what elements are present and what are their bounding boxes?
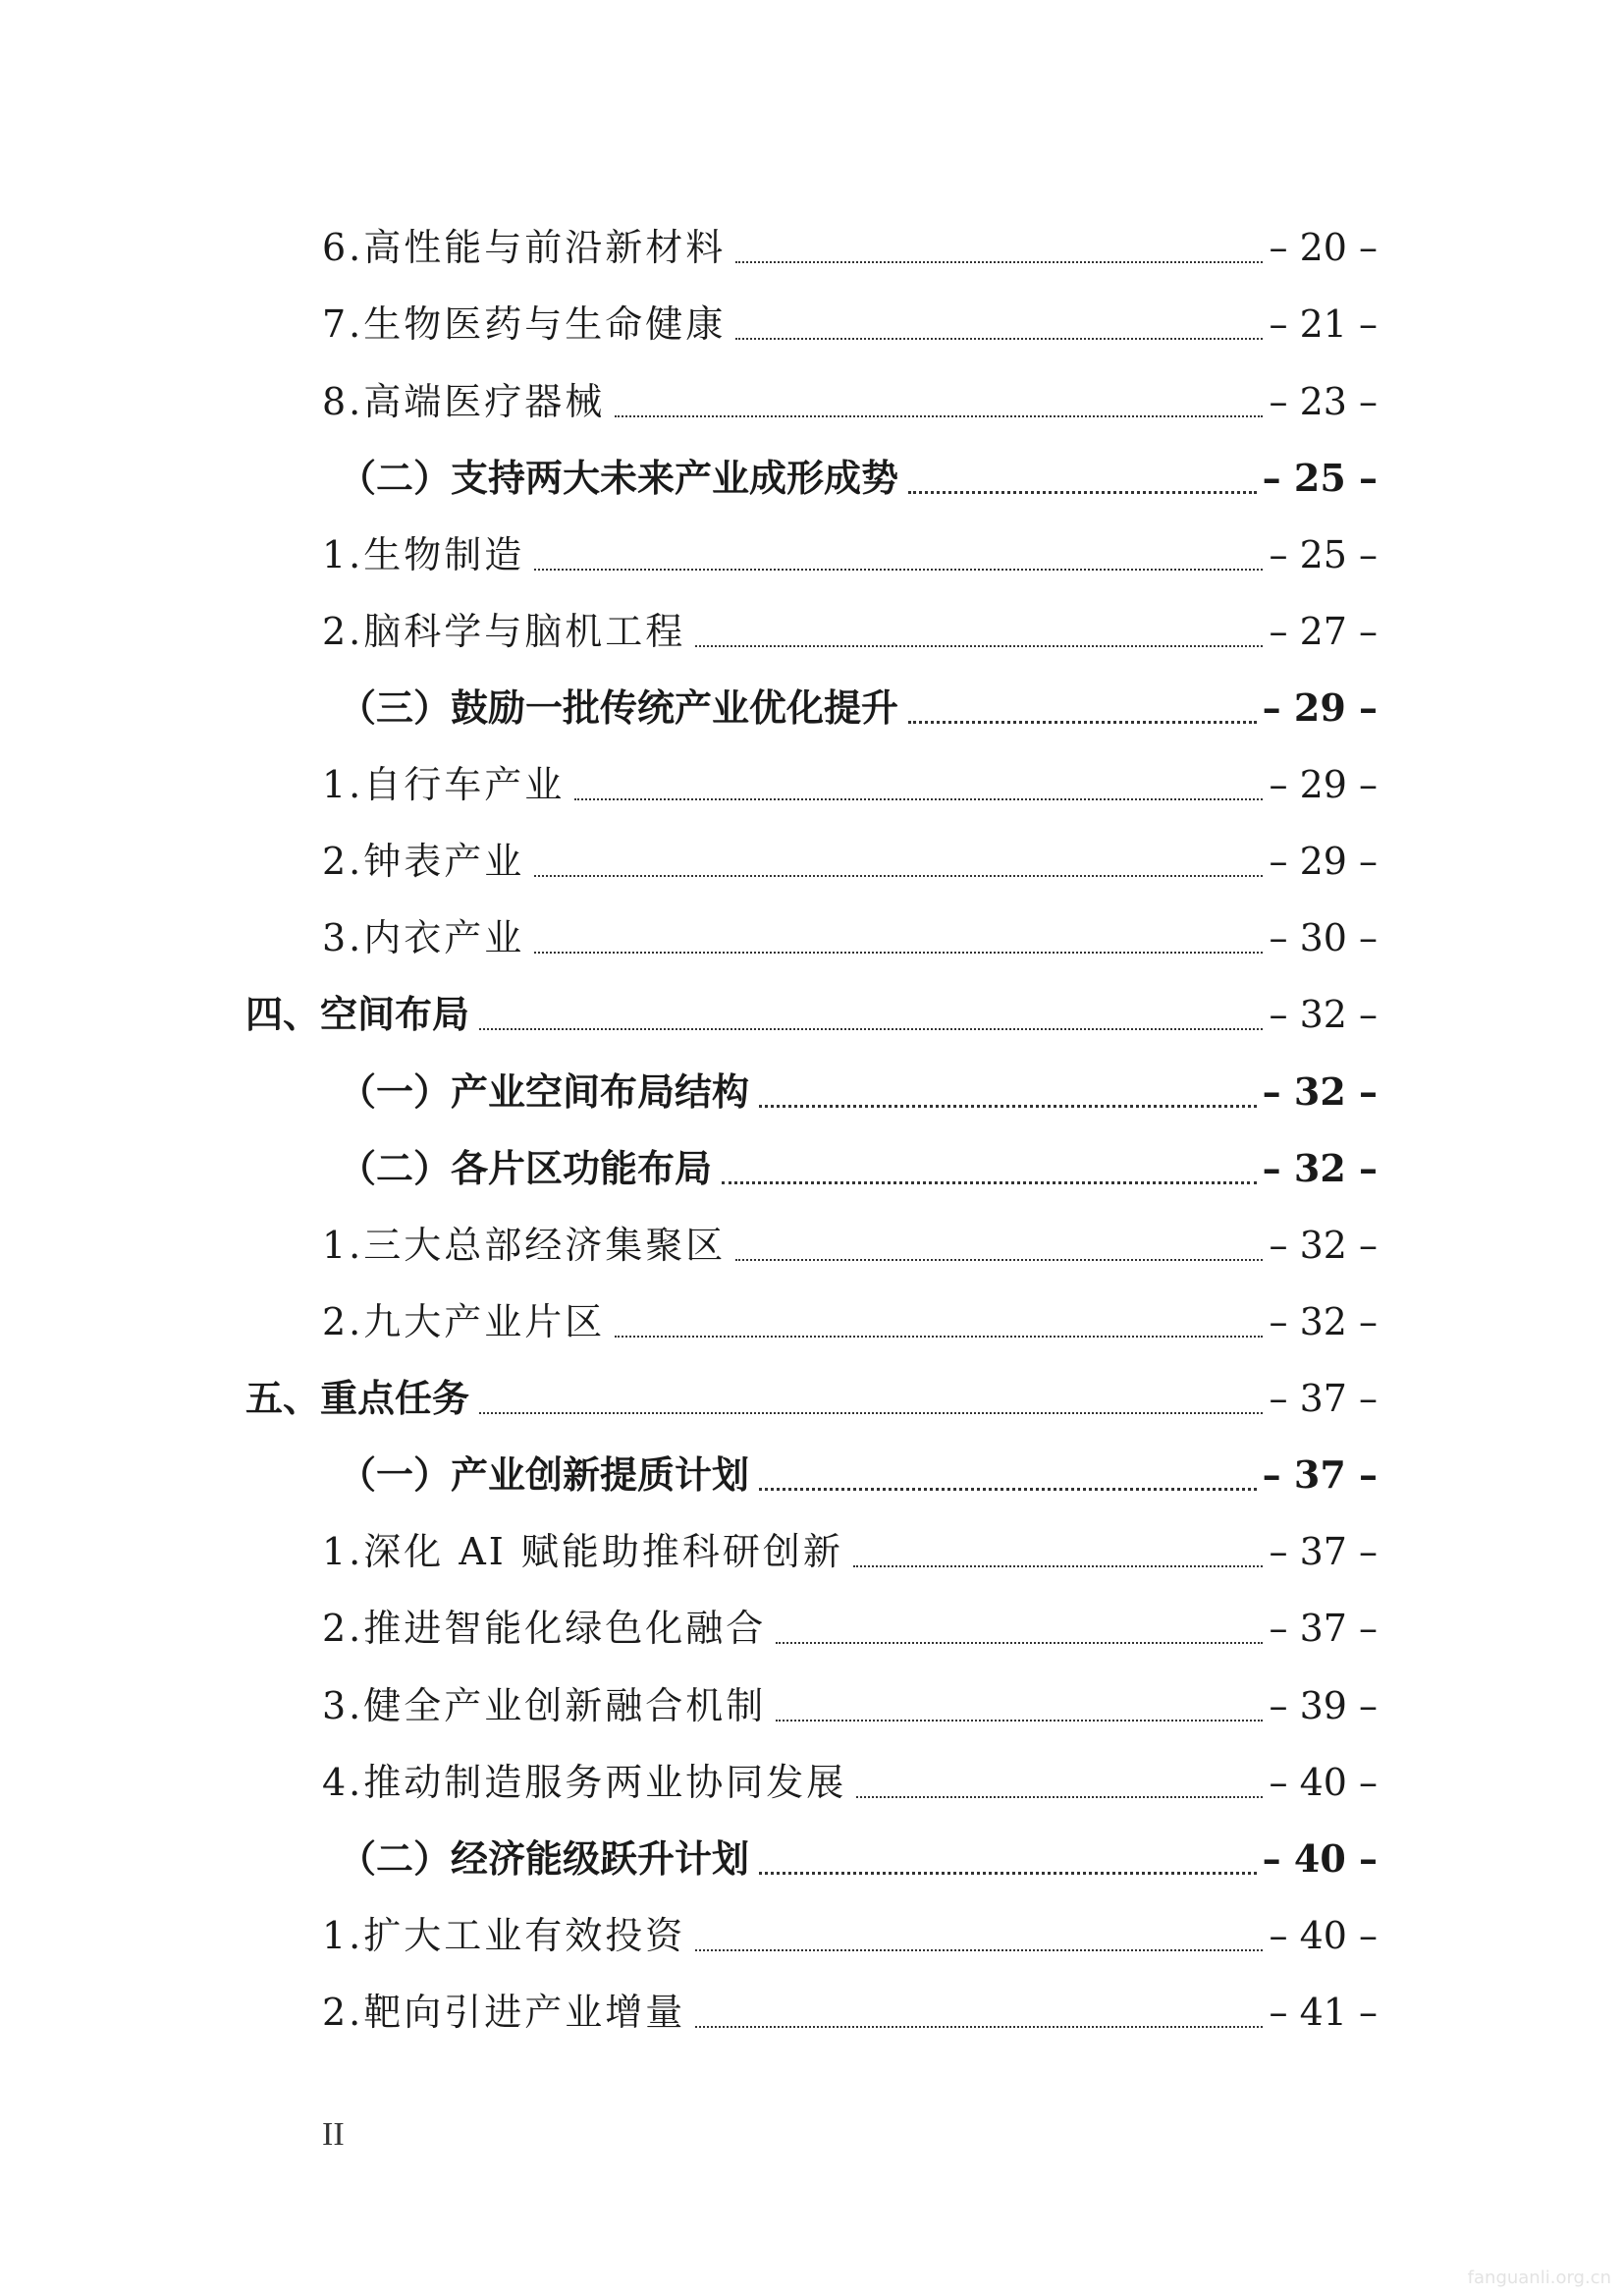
toc-dot-leader [695,2026,1263,2028]
toc-entry-page: – 23 – [1269,380,1378,423]
toc-entry[interactable] [339,1139,1378,1198]
toc-entry-title: 8.高端医疗器械 [322,380,606,423]
toc-entry-page: – 37 – [1262,1452,1378,1497]
toc-entry-page: – 40 – [1262,1836,1378,1881]
watermark-text: fanguanli.org.cn [1467,2268,1611,2288]
toc-entry-page: – 25 – [1269,533,1378,576]
toc-entry-page: – 20 – [1269,226,1378,269]
toc-dot-leader [735,1259,1263,1261]
toc-dot-leader [534,952,1263,954]
toc-entry[interactable] [322,908,1378,967]
toc-dot-leader [759,1872,1257,1875]
toc-entry-page: – 29 – [1269,840,1378,883]
toc-entry-title: 1.生物制造 [322,533,525,576]
toc-dot-leader [479,1412,1263,1414]
toc-dot-leader [908,491,1257,494]
toc-entry[interactable] [245,985,1378,1044]
toc-entry[interactable] [322,755,1378,814]
toc-entry-title: 1.三大总部经济集聚区 [322,1224,727,1267]
toc-entry-page: – 40 – [1269,1761,1378,1804]
toc-entry-title: 2.脑科学与脑机工程 [322,610,686,653]
toc-dot-leader [759,1105,1257,1108]
toc-dot-leader [574,798,1263,800]
toc-entry[interactable] [322,525,1378,584]
toc-entry-title: 7.生物医药与生命健康 [322,302,727,346]
toc-dot-leader [735,338,1263,340]
toc-entry-title: （一）产业空间布局结构 [339,1070,750,1114]
toc-dot-leader [853,1565,1264,1567]
toc-dot-leader [615,1336,1263,1338]
toc-entry-page: – 27 – [1269,610,1378,653]
toc-entry[interactable] [322,1906,1378,1965]
toc-entry-page: – 21 – [1269,302,1378,346]
toc-entry-page: – 32 – [1269,1300,1378,1343]
toc-entry[interactable] [322,295,1378,354]
toc-dot-leader [776,1642,1263,1644]
toc-entry-page: – 29 – [1269,763,1378,806]
toc-entry-title: 2.钟表产业 [322,840,525,883]
toc-entry-page: – 37 – [1269,1530,1378,1573]
toc-entry-title: （二）各片区功能布局 [339,1147,713,1190]
toc-entry[interactable] [322,1292,1378,1351]
toc-entry-page: – 40 – [1269,1914,1378,1957]
toc-entry-page: – 41 – [1269,1991,1378,2034]
toc-entry-page: – 32 – [1262,1069,1378,1114]
toc-entry-title: 4.推动制造服务两业协同发展 [322,1761,847,1804]
toc-entry[interactable] [339,1830,1378,1888]
toc-entry-page: – 39 – [1269,1684,1378,1727]
toc-entry-title: （一）产业创新提质计划 [339,1453,750,1497]
toc-dot-leader [534,875,1263,877]
toc-dot-leader [534,569,1263,571]
toc-entry[interactable] [322,372,1378,431]
toc-entry-page: – 25 – [1262,456,1378,500]
toc-entry-page: – 32 – [1269,993,1378,1036]
toc-entry[interactable] [339,449,1378,508]
toc-entry[interactable] [339,679,1378,738]
toc-entry-title: （三）鼓励一批传统产业优化提升 [339,686,899,730]
toc-entry-page: – 29 – [1262,685,1378,730]
toc-entry[interactable] [339,1063,1378,1121]
toc-entry-title: 3.健全产业创新融合机制 [322,1684,767,1727]
toc-dot-leader [908,721,1257,724]
toc-entry-title: 3.内衣产业 [322,916,525,959]
toc-dot-leader [722,1181,1257,1184]
toc-entry-title: 6.高性能与前沿新材料 [322,226,727,269]
toc-entry[interactable] [322,1599,1378,1658]
toc-entry[interactable] [322,1983,1378,2042]
toc-dot-leader [759,1488,1257,1491]
toc-entry-title: （二）经济能级跃升计划 [339,1837,750,1881]
toc-dot-leader [695,645,1263,647]
toc-dot-leader [856,1796,1263,1798]
toc-entry-page: – 32 – [1269,1224,1378,1267]
toc-entry-title: 1.扩大工业有效投资 [322,1914,686,1957]
toc-dot-leader [615,415,1263,417]
toc-entry-title: （二）支持两大未来产业成形成势 [339,457,899,500]
toc-entry[interactable] [322,1753,1378,1812]
toc-entry-page: – 37 – [1269,1607,1378,1650]
toc-entry[interactable] [322,218,1378,277]
toc-dot-leader [776,1720,1263,1722]
toc-entry-title: 1.深化 AI 赋能助推科研创新 [322,1530,843,1573]
toc-entry-title: 1.自行车产业 [322,763,566,806]
toc-entry[interactable] [245,1369,1378,1428]
toc-entry[interactable] [322,1522,1378,1581]
toc-entry-title: 四、空间布局 [245,993,470,1036]
toc-entry-title: 五、重点任务 [245,1377,470,1420]
toc-dot-leader [695,1949,1263,1951]
toc-dot-leader [479,1028,1263,1030]
toc-entry-page: – 30 – [1269,916,1378,959]
toc-entry[interactable] [339,1446,1378,1504]
toc-entry[interactable] [322,1676,1378,1735]
toc-entry[interactable] [322,1216,1378,1275]
toc-dot-leader [735,261,1263,263]
toc-entry[interactable] [322,832,1378,891]
toc-entry-title: 2.推进智能化绿色化融合 [322,1607,767,1650]
page-number: II [322,2116,345,2153]
toc-entry-page: – 37 – [1269,1377,1378,1420]
toc-entry[interactable] [322,602,1378,661]
toc-entry-title: 2.靶向引进产业增量 [322,1991,686,2034]
toc-entry-page: – 32 – [1262,1146,1378,1190]
toc-entry-title: 2.九大产业片区 [322,1300,606,1343]
